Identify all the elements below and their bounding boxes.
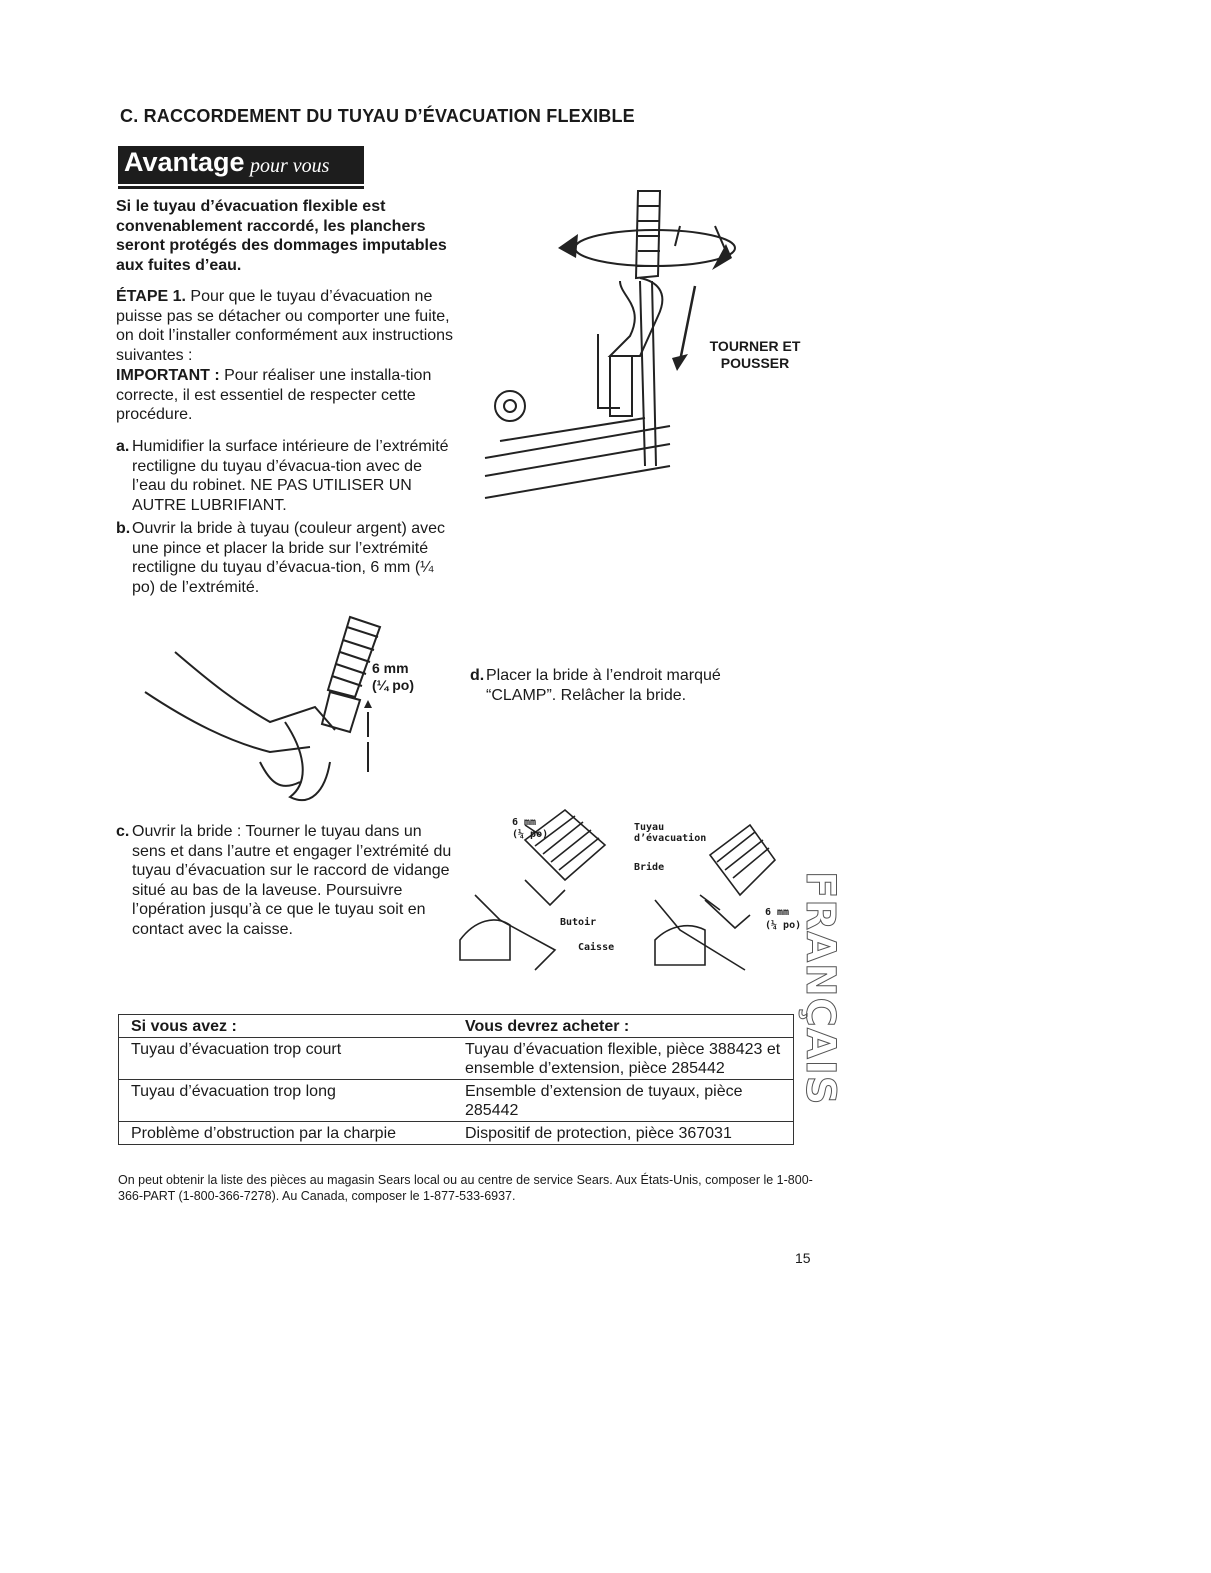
important-paragraph [116, 366, 456, 425]
table-row [119, 1080, 794, 1122]
language-side-tab [797, 860, 843, 1106]
arrow-left-icon [558, 234, 578, 258]
table-header-row [119, 1015, 794, 1038]
step-b [116, 519, 456, 597]
detail-mm-right: 6 mm [765, 907, 790, 918]
table-cell: Tuyau d’évacuation flexible, pièce 388423 et ensemble d’extension, pièce 285442 [453, 1038, 794, 1080]
table-cell: Tuyau d’évacuation trop court [119, 1038, 454, 1080]
detail-right-dim [765, 906, 801, 932]
detail-tuyau-label [634, 822, 706, 844]
table-row [119, 1038, 794, 1080]
table-cell: Problème d’obstruction par la charpie [119, 1122, 454, 1145]
clamp-dimension-label [372, 660, 432, 694]
step-a-text: Humidifier la surface intérieure de l’extrémité rectiligne du tuyau d’évacua-tion avec de l’eau du robinet. NE PAS UTILISER UN AUTRE LUBRIFIANT. [132, 438, 449, 514]
step1-label: ÉTAPE 1. [116, 288, 186, 305]
detail-butoir: Butoir [560, 917, 597, 928]
detail-po-right: (¼ po) [765, 920, 802, 931]
avantage-banner [118, 146, 364, 184]
step-b-key: b. [116, 520, 131, 537]
important-label: IMPORTANT : [116, 367, 220, 384]
banner-rule [118, 186, 364, 189]
detail-caisse: Caisse [578, 942, 615, 953]
turn-push-label [700, 338, 810, 372]
table-header: Vous devrez acheter : [453, 1015, 794, 1038]
step-d [470, 666, 770, 705]
step-a [116, 437, 456, 515]
detail-mm-left: 6 mm [512, 817, 537, 828]
table-cell: Tuyau d’évacuation trop long [119, 1080, 454, 1122]
banner-word-big: Avantage [124, 147, 245, 177]
step-c-key: c. [116, 823, 130, 840]
lead-paragraph: Si le tuyau d’évacuation flexible est convenablement raccordé, les planchers seront protégés des dommages imputables aux fuites d’eau. [116, 198, 447, 274]
turn-label-line2: POUSSER [720, 355, 790, 371]
table-cell: Dispositif de protection, pièce 367031 [453, 1122, 794, 1145]
step-d-text: Placer la bride à l’endroit marqué “CLAMP”. Relâcher la bride. [486, 667, 721, 704]
dimension-arrow-icon [364, 700, 372, 708]
important-text: Pour réaliser une installa-tion correcte, il est essentiel de respecter cette procédure. [116, 367, 432, 423]
section-title: C. RACCORDEMENT DU TUYAU D’ÉVACUATION FLEXIBLE [120, 106, 635, 126]
clamp-pliers-illustration [140, 612, 450, 812]
page-number: 15 [795, 1250, 811, 1266]
detail-bride: Bride [634, 862, 665, 873]
detail-po-left: (¼ po) [512, 829, 549, 840]
clamp-mm: 6 mm [372, 660, 409, 676]
step1-text: Pour que le tuyau d’évacuation ne puisse pas se détacher ou comporter une fuite, on doit l’installer conformément aux instructions suivantes : [116, 288, 454, 364]
footnote: On peut obtenir la liste des pièces au magasin Sears local ou au centre de service Sears. Aux États-Unis, composer le 1-800-366-PART (1-800-366-7278). Au Canada, composer le 1-877-533-6937. [118, 1173, 813, 1203]
arrow-down-icon [672, 354, 688, 371]
step-c-text: Ouvrir la bride : Tourner le tuyau dans un sens et dans l’autre et engager l’extrémité du tuyau d’évacuation sur le raccord de vidange situé au bas de la laveuse. Poursuivre l’opération jusqu’à ce que le tuyau soit en contact avec la caisse. [132, 823, 452, 938]
step-c [116, 822, 452, 939]
side-tab-text: FRANÇAIS [797, 871, 843, 1106]
clamp-po: (¼ po) [372, 677, 414, 693]
table-header: Si vous avez : [119, 1015, 454, 1038]
detail-tuyau: Tuyau [634, 822, 665, 833]
parts-table [118, 1014, 794, 1145]
step-a-key: a. [116, 438, 130, 455]
table-row [119, 1122, 794, 1145]
detail-left-dim [512, 817, 548, 841]
banner-word-small: pour vous [250, 155, 330, 177]
table-cell: Ensemble d’extension de tuyaux, pièce 285442 [453, 1080, 794, 1122]
step1-paragraph [116, 287, 456, 365]
step-d-key: d. [470, 667, 485, 684]
drain-detail-illustration [455, 800, 795, 990]
step-b-text: Ouvrir la bride à tuyau (couleur argent) avec une pince et placer la bride sur l’extrémité rectiligne du tuyau d’évacua-tion, 6 mm (¼ po) de l’extrémité. [132, 520, 446, 596]
detail-evacuation: d’évacuation [634, 833, 707, 844]
arrow-right-icon [712, 244, 732, 270]
turn-label-line1: TOURNER ET [709, 338, 801, 354]
